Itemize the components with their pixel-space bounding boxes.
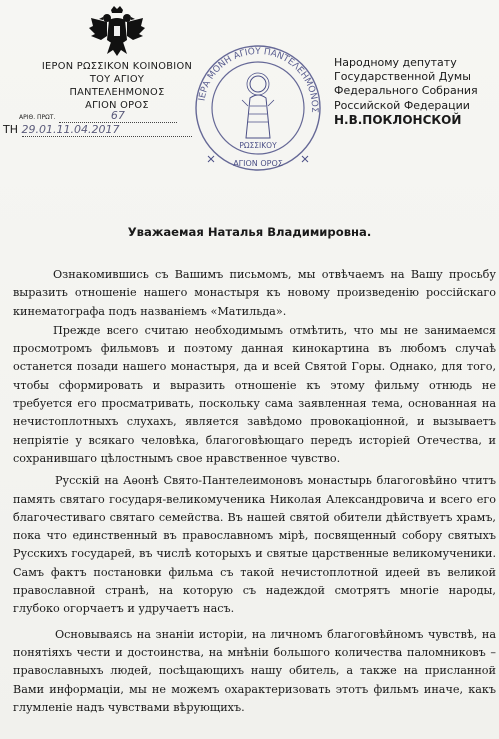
recipient-line: Федерального Собрания [334,84,478,98]
protocol-block [3,110,213,137]
seal-stamp [192,42,324,174]
letter-body [13,266,496,718]
date-label: ΤΗ [3,123,18,136]
monastery-line: ΑΓΙΟΝ ΟΡΟΣ [85,100,149,111]
recipient-line: Народному депутату [334,56,457,69]
body-paragraph: Прежде всего считаю необходимымъ отмѣтить, что мы не занимаемся просмотромъ фильмовъ и поэтому данная кинокартина въ любомъ случаѣ останется позади нашего монастыря, да и всей Святой Горы. Однако, для того, чтобы сформировать и выразить отношеніе къ этому фильму отнюдь не требуется его просматривать, поскольку сама заявленная тема, основанная на нечистоплотныхъ слухахъ, является завѣдомо провокаціонной, и вызываетъ непріятіе у всякаго человѣка, благоговѣющаго передъ исторіей Отечества, и сохранившаго цѣлостнымъ свое нравственное чувство. [13,323,496,465]
monastery-letterhead [22,6,212,112]
recipient-name: Н.В.ПОКЛОНСКОЙ [334,112,462,127]
seal-bottom-text: ΑΓΙΟΝ ΟΡΟΣ [233,159,283,168]
monastery-line: ΙΕΡΟΝ ΡΩΣΣΙΚΟΝ ΚΟΙΝΟΒΙΟΝ [41,61,193,72]
body-paragraph: Русскій на Аѳонѣ Свято-Пантелеимоновъ монастырь благоговѣйно чтитъ память святаго государя-великомученика Николая Александровича и всего его благочестиваго святаго семейства. Въ нашей святой обители дѣйствуетъ храмъ, пока что единственный въ православномъ мірѣ, посвященный собору святыхъ Русскихъ государей, въ числѣ которыхъ и святые царственные великомученики. Самъ фактъ постановки фильма съ такой нечистоплотной идеей въ великой православной странѣ, на которую съ надеждой смотрятъ многіе народы, глубоко огорчаетъ и удручаетъ насъ. [13,474,496,616]
monastery-seal [192,42,324,174]
protocol-label: ΑΡΙΘ. ΠΡΩΤ. [19,114,56,121]
recipient-block [334,56,499,127]
body-paragraph: Основываясь на знаніи исторіи, на личномъ благоговѣйномъ чувствѣ, на понятіяхъ чести и достоинства, на мнѣніи большого количества паломниковъ – православныхъ людей, посѣщающихъ нашу обитель, а также на присланной Вами информаціи, мы не можемъ охарактеризовать этотъ фильмъ иначе, какъ глумленіе надъ чувствами вѣрующихъ. [13,627,496,714]
seal-inner-text: ΡΩΣΣΙΚΟΥ [239,141,277,150]
recipient-line: Государственной Думы [334,70,471,84]
protocol-number: 67 [110,109,125,122]
svg-text:ΙΕΡΑ ΜΟΝΗ ΑΓΙΟΥ ΠΑΝΤΕΛΕΗΜΟΝΟΣ [197,47,319,113]
recipient-line: Российской Федерации [334,98,470,112]
letter-greeting: Уважаемая Наталья Владимировна. [127,225,372,239]
seal-ring-text: ΙΕΡΑ ΜΟΝΗ ΑΓΙΟΥ ΠΑΝΤΕΛΕΗΜΟΝΟΣ [197,46,320,113]
monastery-line: ΠΑΝΤΕΛΕΗΜΟΝΟΣ [69,87,165,98]
body-paragraph: Ознакомившись съ Вашимъ письмомъ, мы отвѣчаемъ на Вашу просьбу выразить отношеніе нашего монастыря къ новому произведенію россійскаго кинематографа подъ названіемъ «Матильда». [13,268,496,318]
date-value: 29.01.11.04.2017 [21,123,120,136]
monastery-line: ΤΟΥ ΑΓΙΟΥ [89,74,145,85]
double-headed-eagle-emblem [89,6,145,58]
